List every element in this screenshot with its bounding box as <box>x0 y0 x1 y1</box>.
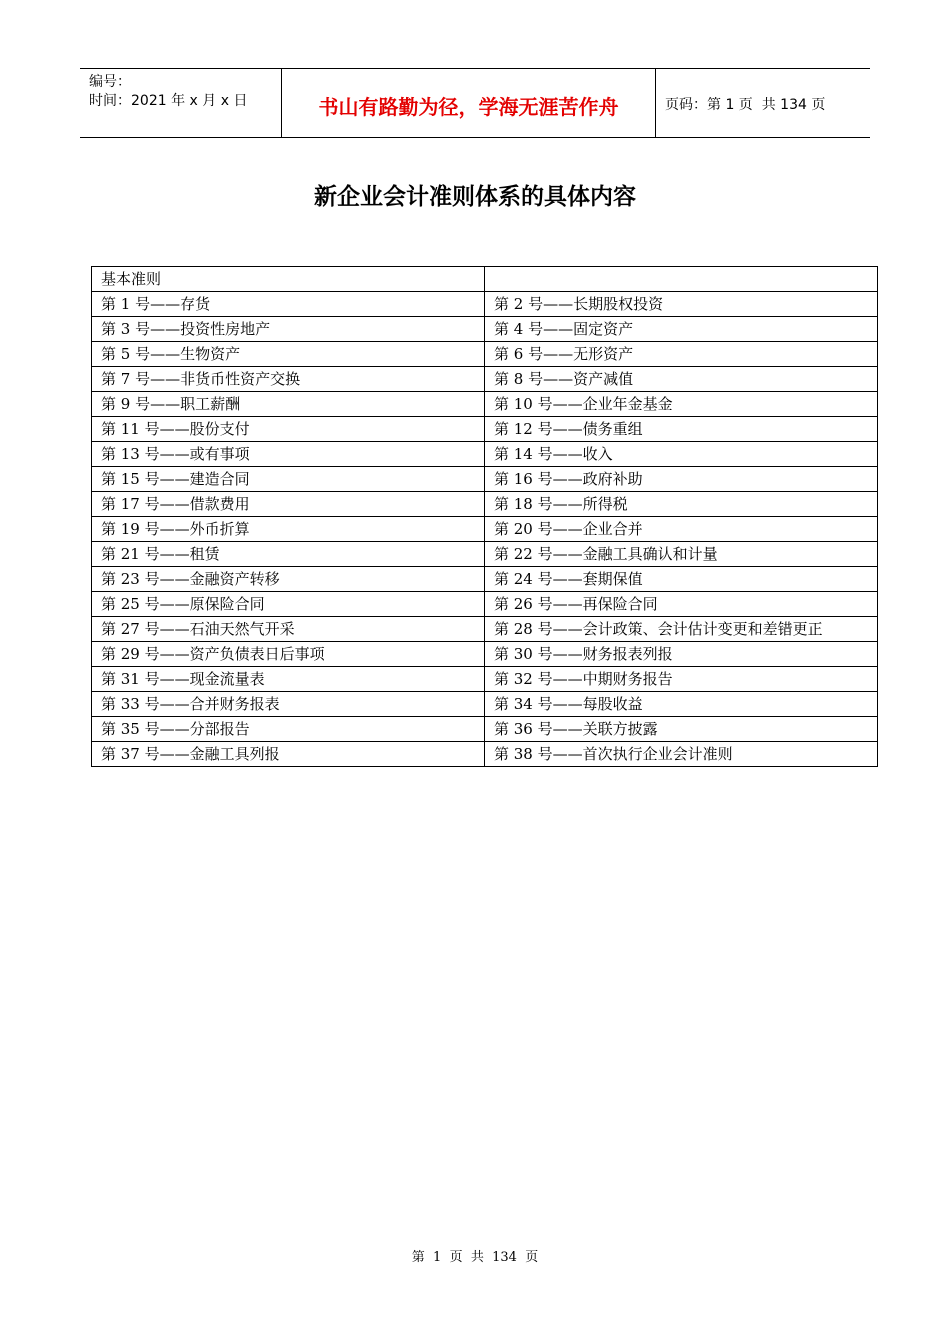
table-cell <box>485 267 878 292</box>
table-cell: 第 14 号——收入 <box>485 442 878 467</box>
time-label: 时间：2021 年 x 月 x 日 <box>89 93 248 109</box>
table-row <box>92 317 878 342</box>
standards-table <box>91 266 878 767</box>
table-cell: 第 17 号——借款费用 <box>92 492 485 517</box>
table-row <box>92 417 878 442</box>
table-row <box>92 542 878 567</box>
table-row <box>92 467 878 492</box>
header-motto: 书山有路勤为径，学海无涯苦作舟 <box>282 69 656 137</box>
table-cell: 第 10 号——企业年金基金 <box>485 392 878 417</box>
table-row <box>92 717 878 742</box>
table-cell: 第 22 号——金融工具确认和计量 <box>485 542 878 567</box>
table-cell: 第 23 号——金融资产转移 <box>92 567 485 592</box>
table-row <box>92 617 878 642</box>
table-cell: 第 24 号——套期保值 <box>485 567 878 592</box>
table-cell: 第 38 号——首次执行企业会计准则 <box>485 742 878 767</box>
table-cell: 第 6 号——无形资产 <box>485 342 878 367</box>
page-footer: 第 1 页 共 134 页 <box>411 1250 539 1265</box>
table-cell: 第 13 号——或有事项 <box>92 442 485 467</box>
table-cell: 第 3 号——投资性房地产 <box>92 317 485 342</box>
table-cell: 第 30 号——财务报表列报 <box>485 642 878 667</box>
header-meta <box>80 69 282 137</box>
table-row <box>92 292 878 317</box>
table-cell: 第 32 号——中期财务报告 <box>485 667 878 692</box>
table-cell: 第 27 号——石油天然气开采 <box>92 617 485 642</box>
table-cell: 第 11 号——股份支付 <box>92 417 485 442</box>
header-page-info: 页码：第 1 页 共 134 页 <box>665 97 826 113</box>
table-cell: 基本准则 <box>92 267 485 292</box>
table-cell: 第 9 号——职工薪酬 <box>92 392 485 417</box>
table-row <box>92 367 878 392</box>
table-cell: 第 31 号——现金流量表 <box>92 667 485 692</box>
table-row <box>92 342 878 367</box>
table-cell: 第 16 号——政府补助 <box>485 467 878 492</box>
table-cell: 第 4 号——固定资产 <box>485 317 878 342</box>
table-cell: 第 12 号——债务重组 <box>485 417 878 442</box>
table-cell: 第 37 号——金融工具列报 <box>92 742 485 767</box>
table-cell: 第 25 号——原保险合同 <box>92 592 485 617</box>
table-cell: 第 20 号——企业合并 <box>485 517 878 542</box>
table-row <box>92 442 878 467</box>
table-cell: 第 5 号——生物资产 <box>92 342 485 367</box>
number-label: 编号： <box>89 74 131 90</box>
table-cell: 第 8 号——资产减值 <box>485 367 878 392</box>
table-row <box>92 742 878 767</box>
table-cell: 第 2 号——长期股权投资 <box>485 292 878 317</box>
table-cell: 第 21 号——租赁 <box>92 542 485 567</box>
table-cell: 第 19 号——外币折算 <box>92 517 485 542</box>
table-row <box>92 642 878 667</box>
table-cell: 第 36 号——关联方披露 <box>485 717 878 742</box>
table-cell: 第 26 号——再保险合同 <box>485 592 878 617</box>
table-cell: 第 15 号——建造合同 <box>92 467 485 492</box>
document-title: 新企业会计准则体系的具体内容 <box>314 184 636 210</box>
table-cell: 第 28 号——会计政策、会计估计变更和差错更正 <box>485 617 878 642</box>
table-row <box>92 392 878 417</box>
table-row <box>92 692 878 717</box>
table-cell: 第 1 号——存货 <box>92 292 485 317</box>
table-row <box>92 492 878 517</box>
table-row <box>92 567 878 592</box>
table-row <box>92 517 878 542</box>
table-cell: 第 33 号——合并财务报表 <box>92 692 485 717</box>
table-row <box>92 667 878 692</box>
table-row <box>92 592 878 617</box>
table-cell: 第 35 号——分部报告 <box>92 717 485 742</box>
document-header <box>80 68 870 138</box>
table-row <box>92 267 878 292</box>
table-cell: 第 7 号——非货币性资产交换 <box>92 367 485 392</box>
table-cell: 第 18 号——所得税 <box>485 492 878 517</box>
table-cell: 第 29 号——资产负债表日后事项 <box>92 642 485 667</box>
table-cell: 第 34 号——每股收益 <box>485 692 878 717</box>
